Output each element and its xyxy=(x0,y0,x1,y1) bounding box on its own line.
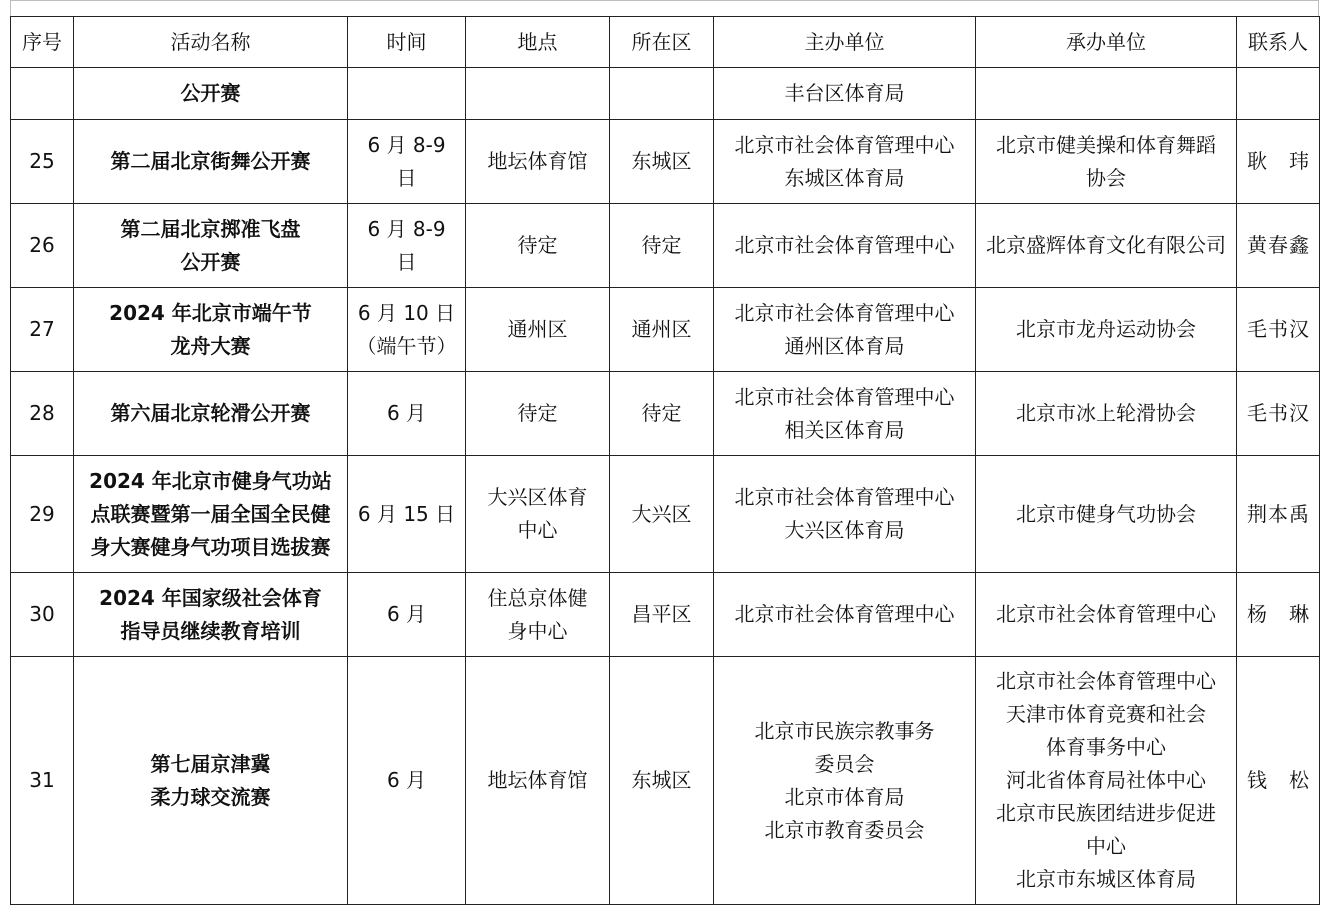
host-line: 委员会 xyxy=(814,751,875,776)
name-line: 指导员继续教育培训 xyxy=(120,618,301,643)
host-cell xyxy=(714,120,976,204)
host-cell xyxy=(714,372,976,456)
time-line: （端午节） xyxy=(356,333,457,358)
district-cell: 大兴区 xyxy=(610,456,714,573)
activity-name-cell xyxy=(74,573,348,657)
table-row xyxy=(11,68,1320,120)
organizer-line: 北京市社会体育管理中心 xyxy=(996,669,1216,693)
contact-cell xyxy=(1237,204,1320,288)
place-cell xyxy=(466,204,610,288)
header-row xyxy=(11,17,1320,68)
host-cell xyxy=(714,288,976,372)
table-row xyxy=(11,657,1320,905)
organizer-cell xyxy=(976,372,1237,456)
place-cell xyxy=(466,120,610,204)
time-line: 6 月 xyxy=(386,768,427,792)
host-line: 大兴区体育局 xyxy=(784,518,905,542)
time-cell xyxy=(348,573,466,657)
time-line: 6 月 8-9 xyxy=(367,216,446,241)
time-line: 6 月 8-9 xyxy=(367,132,446,157)
place-line: 中心 xyxy=(517,518,558,542)
contact-name: 杨 琳 xyxy=(1247,602,1309,626)
host-line: 北京市教育委员会 xyxy=(764,817,925,842)
seq-cell: 31 xyxy=(11,657,74,905)
organizer-line: 中心 xyxy=(1086,834,1126,858)
activity-name-cell xyxy=(74,68,348,120)
place-cell xyxy=(466,456,610,573)
activity-name-cell xyxy=(74,372,348,456)
time-line: 日 xyxy=(396,249,417,274)
contact-name: 毛书汉 xyxy=(1247,317,1309,341)
name-line: 龙舟大赛 xyxy=(170,333,251,358)
seq-cell: 26 xyxy=(11,204,74,288)
contact-cell xyxy=(1237,288,1320,372)
activity-name-cell xyxy=(74,657,348,905)
page-left-rule xyxy=(10,0,11,16)
host-line: 北京市社会体育管理中心 xyxy=(734,384,955,409)
organizer-line: 天津市体育竞赛和社会 xyxy=(1006,702,1206,726)
time-cell xyxy=(348,372,466,456)
place-line: 待定 xyxy=(517,233,558,257)
organizer-cell xyxy=(976,68,1237,120)
host-cell xyxy=(714,68,976,120)
seq-cell: 30 xyxy=(11,573,74,657)
host-line: 丰台区体育局 xyxy=(784,81,905,105)
organizer-cell xyxy=(976,657,1237,905)
district-cell: 待定 xyxy=(610,204,714,288)
table-row xyxy=(11,573,1320,657)
contact-name: 荆本禹 xyxy=(1247,501,1309,526)
host-line: 北京市社会体育管理中心 xyxy=(734,300,955,325)
host-line: 北京市社会体育管理中心 xyxy=(734,602,955,626)
organizer-line: 北京市社会体育管理中心 xyxy=(996,602,1216,626)
table-row xyxy=(11,120,1320,204)
contact-cell xyxy=(1237,657,1320,905)
table-row xyxy=(11,288,1320,372)
place-cell xyxy=(466,372,610,456)
header-contact: 联系人 xyxy=(1237,17,1320,68)
organizer-line: 北京市健身气功协会 xyxy=(1016,501,1196,526)
contact-cell xyxy=(1237,68,1320,120)
host-line: 通州区体育局 xyxy=(784,333,905,358)
organizer-line: 协会 xyxy=(1086,165,1126,190)
time-cell xyxy=(348,68,466,120)
time-line: 6 月 xyxy=(386,401,427,425)
organizer-line: 北京市健美操和体育舞蹈 xyxy=(996,132,1216,157)
contact-name: 耿 玮 xyxy=(1247,149,1309,173)
activity-name-cell xyxy=(74,456,348,573)
time-cell xyxy=(348,120,466,204)
activity-name-cell xyxy=(74,120,348,204)
host-cell xyxy=(714,456,976,573)
district-cell: 昌平区 xyxy=(610,573,714,657)
organizer-cell xyxy=(976,456,1237,573)
organizer-line: 北京盛辉体育文化有限公司 xyxy=(986,233,1226,257)
place-line: 大兴区体育 xyxy=(487,485,588,509)
contact-name: 毛书汉 xyxy=(1247,401,1309,425)
header-district: 所在区 xyxy=(610,17,714,68)
district-cell: 东城区 xyxy=(610,120,714,204)
activity-name-cell xyxy=(74,204,348,288)
host-line: 东城区体育局 xyxy=(784,165,905,190)
activity-name-cell xyxy=(74,288,348,372)
place-cell xyxy=(466,68,610,120)
contact-name: 钱 松 xyxy=(1247,768,1309,792)
name-line: 第七届京津冀 xyxy=(150,751,271,776)
header-host: 主办单位 xyxy=(714,17,976,68)
contact-cell xyxy=(1237,456,1320,573)
host-line: 北京市民族宗教事务 xyxy=(754,718,935,743)
host-line: 北京市社会体育管理中心 xyxy=(734,132,955,157)
host-line: 相关区体育局 xyxy=(784,417,905,442)
contact-cell xyxy=(1237,372,1320,456)
name-line: 第二届北京街舞公开赛 xyxy=(110,149,311,173)
name-line: 公开赛 xyxy=(180,81,241,105)
header-activity-name: 活动名称 xyxy=(74,17,348,68)
time-line: 6 月 10 日 xyxy=(357,300,456,325)
host-cell xyxy=(714,573,976,657)
district-cell xyxy=(610,68,714,120)
name-line: 公开赛 xyxy=(180,249,241,274)
host-cell xyxy=(714,204,976,288)
place-line: 地坛体育馆 xyxy=(487,149,588,173)
contact-cell xyxy=(1237,573,1320,657)
organizer-line: 北京市东城区体育局 xyxy=(1016,867,1196,891)
name-line: 2024 年北京市端午节 xyxy=(109,300,312,325)
name-line: 点联赛暨第一届全国全民健 xyxy=(90,501,331,526)
time-cell xyxy=(348,288,466,372)
header-time: 时间 xyxy=(348,17,466,68)
organizer-cell xyxy=(976,573,1237,657)
organizer-cell xyxy=(976,204,1237,288)
table-row xyxy=(11,456,1320,573)
name-line: 2024 年国家级社会体育 xyxy=(99,585,322,610)
district-cell: 待定 xyxy=(610,372,714,456)
page-right-rule xyxy=(1318,0,1319,16)
organizer-line: 北京市冰上轮滑协会 xyxy=(1016,401,1196,425)
organizer-cell xyxy=(976,120,1237,204)
name-line: 2024 年北京市健身气功站 xyxy=(89,468,332,493)
event-schedule-table xyxy=(10,16,1320,905)
time-line: 日 xyxy=(396,165,417,190)
time-line: 6 月 xyxy=(386,602,427,626)
time-cell xyxy=(348,204,466,288)
host-line: 北京市体育局 xyxy=(784,784,905,809)
seq-cell: 27 xyxy=(11,288,74,372)
organizer-line: 北京市民族团结进步促进 xyxy=(996,801,1216,825)
host-line: 北京市社会体育管理中心 xyxy=(734,485,955,509)
place-line: 住总京体健 xyxy=(487,585,588,610)
organizer-cell xyxy=(976,288,1237,372)
contact-cell xyxy=(1237,120,1320,204)
page-top-rule xyxy=(10,0,1318,1)
host-cell xyxy=(714,657,976,905)
name-line: 第二届北京掷准飞盘 xyxy=(120,216,301,241)
header-place: 地点 xyxy=(466,17,610,68)
place-line: 身中心 xyxy=(507,618,568,643)
header-organizer: 承办单位 xyxy=(976,17,1237,68)
place-cell xyxy=(466,657,610,905)
place-line: 待定 xyxy=(517,401,558,425)
time-line: 6 月 15 日 xyxy=(357,501,456,526)
seq-cell xyxy=(11,68,74,120)
organizer-line: 北京市龙舟运动协会 xyxy=(1016,317,1196,341)
host-line: 北京市社会体育管理中心 xyxy=(734,233,955,257)
name-line: 柔力球交流赛 xyxy=(150,784,271,809)
place-line: 通州区 xyxy=(507,317,568,341)
time-cell xyxy=(348,657,466,905)
seq-cell: 29 xyxy=(11,456,74,573)
contact-name: 黄春鑫 xyxy=(1247,233,1309,257)
table-row xyxy=(11,372,1320,456)
organizer-line: 体育事务中心 xyxy=(1046,735,1166,759)
time-cell xyxy=(348,456,466,573)
seq-cell: 28 xyxy=(11,372,74,456)
table-row xyxy=(11,204,1320,288)
organizer-line: 河北省体育局社体中心 xyxy=(1006,768,1206,792)
place-cell xyxy=(466,288,610,372)
name-line: 第六届北京轮滑公开赛 xyxy=(110,401,311,425)
header-seq: 序号 xyxy=(11,17,74,68)
name-line: 身大赛健身气功项目选拔赛 xyxy=(90,534,331,559)
district-cell: 东城区 xyxy=(610,657,714,905)
seq-cell: 25 xyxy=(11,120,74,204)
place-line: 地坛体育馆 xyxy=(487,768,588,792)
place-cell xyxy=(466,573,610,657)
district-cell: 通州区 xyxy=(610,288,714,372)
